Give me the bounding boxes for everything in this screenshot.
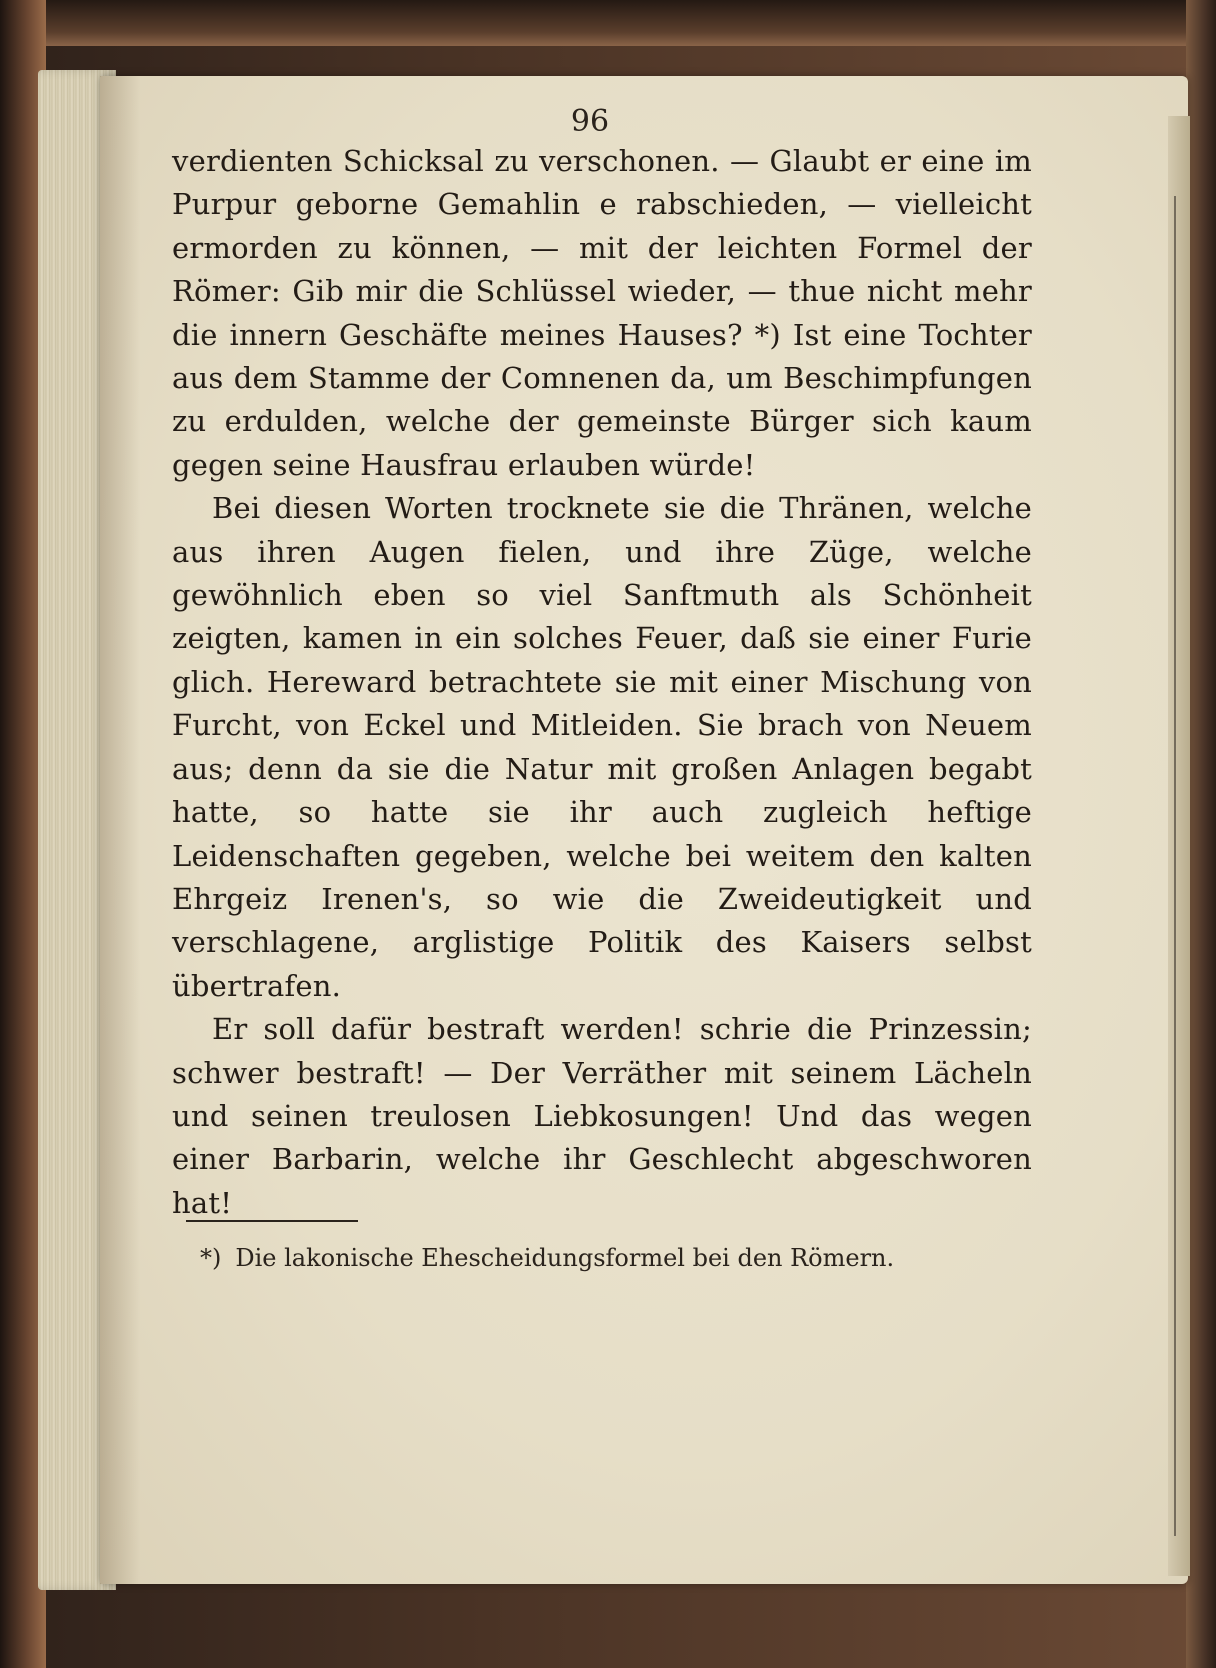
page-edge-line <box>1174 196 1176 1536</box>
paragraph-3: Er soll dafür bestraft werden! schrie die Prinzessin; schwer bestraft! — Der Verräther mit seinem Lächeln und seinen treulosen Liebkosungen! Und das wegen einer Barbarin, welche ihr Geschlecht abgeschworen hat! <box>172 1012 1032 1220</box>
paragraph-1: verdienten Schicksal zu verschonen. — Glaubt er eine im Purpur geborne Gemahlin e rabschieden, — vielleicht ermorden zu können, — mit der leichten Formel der Römer: Gib mir die Schlüssel wieder, — thue nicht mehr die innern Geschäfte meines Hauses? *) Ist eine Tochter aus dem Stamme der Comnenen da, um Beschimpfungen zu erdulden, welche der gemeinste Bürger sich kaum gegen seine Hausfrau erlauben würde! <box>172 144 1032 482</box>
paragraph-2: Bei diesen Worten trocknete sie die Thränen, welche aus ihren Augen fielen, und ihre Züge, welche gewöhnlich eben so viel Sanftmuth als Schönheit zeigten, kamen in ein solches Feuer, daß sie einer Furie glich. Hereward betrachtete sie mit einer Mischung von Furcht, von Eckel und Mitleiden. Sie brach von Neuem aus; denn da sie die Natur mit großen Anlagen begabt hatte, so hatte sie ihr auch zugleich heftige Leidenschaften gegeben, welche bei weitem den kalten Ehrgeiz Irenen's, so wie die Zweideutigkeit und verschlagene, arglistige Politik des Kaisers selbst übertrafen. <box>172 491 1032 1003</box>
gutter-shadow <box>100 76 140 1584</box>
footnote-divider <box>186 1220 358 1222</box>
book-cover-right-edge <box>1186 0 1216 1668</box>
footnote-mark: *) <box>200 1244 222 1272</box>
page-number: 96 <box>570 104 610 139</box>
footnote-text: Die lakonische Ehescheidungsformel bei den Römern. <box>235 1244 895 1272</box>
footnote <box>200 1240 1030 1276</box>
body-text <box>172 140 1032 1225</box>
page-fold-right <box>1168 116 1190 1576</box>
book-cover-top-edge <box>0 0 1216 46</box>
